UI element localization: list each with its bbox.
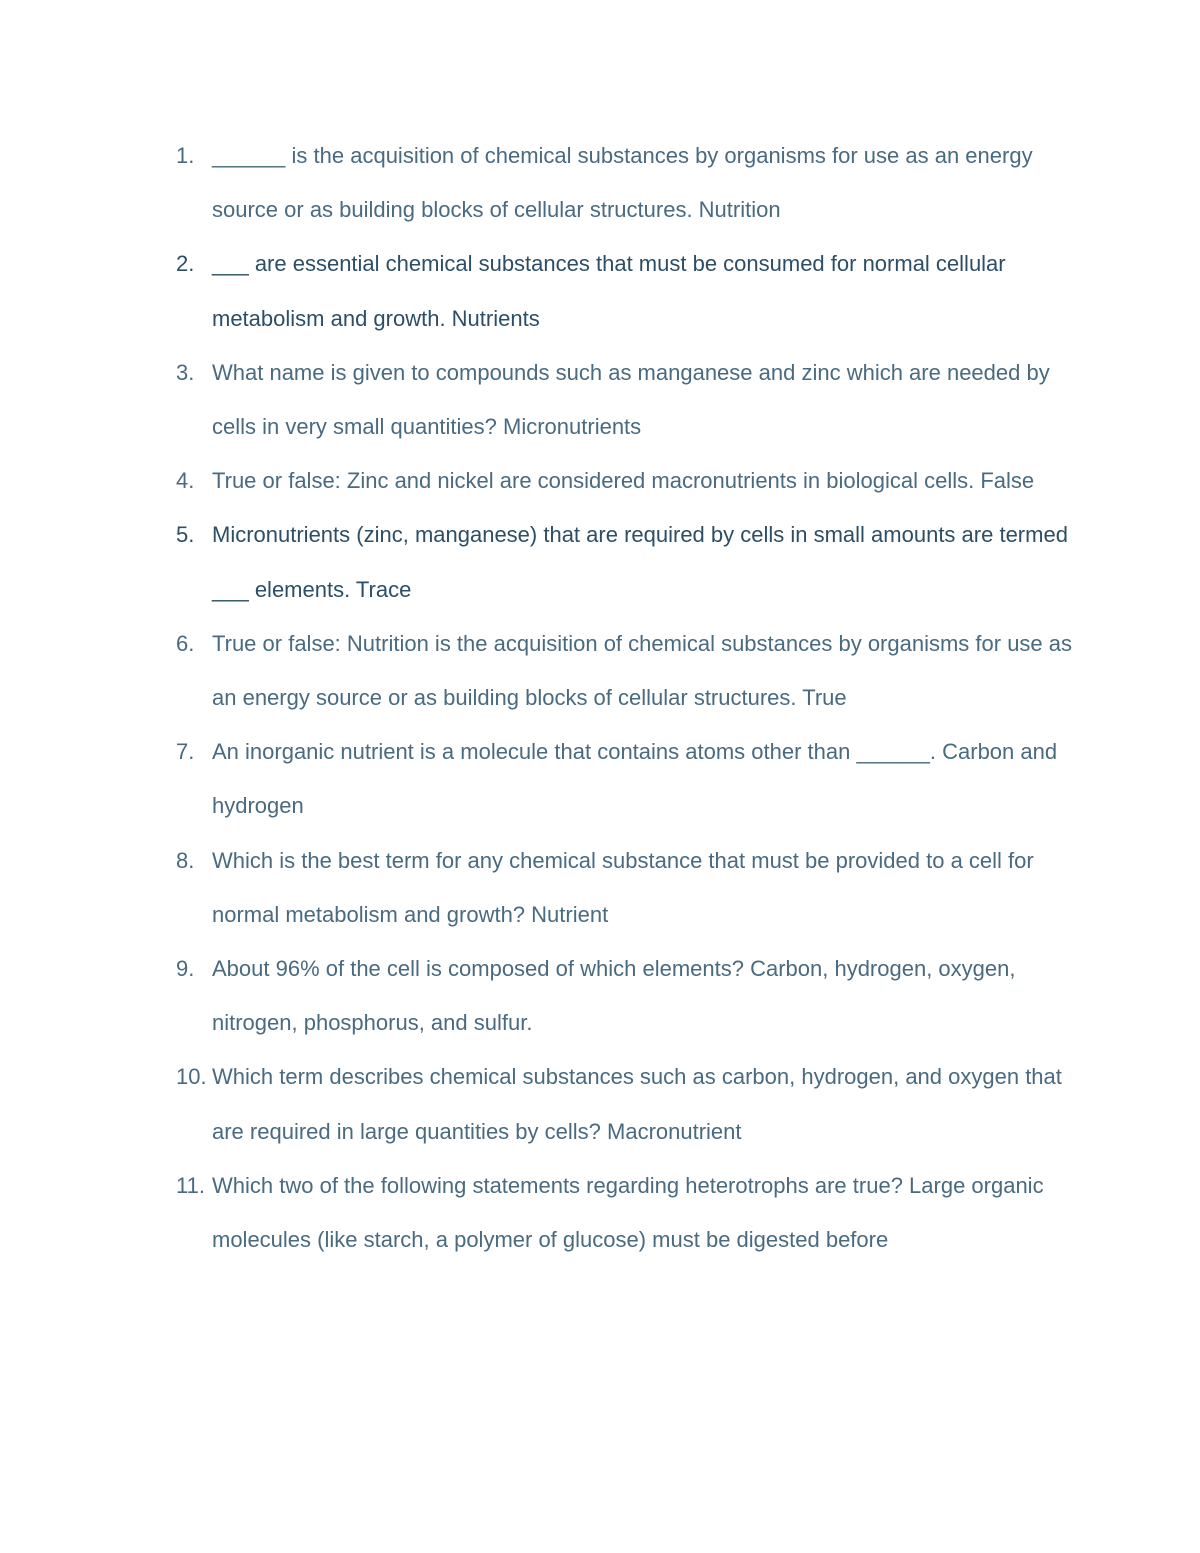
- question-text: What name is given to compounds such as manganese and zinc which are needed by cells in very small quantities? Micronutrients: [212, 359, 1050, 440]
- question-item: [176, 1050, 1076, 1158]
- question-number: 4.: [176, 468, 195, 494]
- question-item: [176, 237, 1076, 345]
- question-item: [176, 942, 1076, 1050]
- question-number: 10.: [176, 1064, 207, 1090]
- question-item: [176, 346, 1076, 454]
- question-text: True or false: Zinc and nickel are considered macronutrients in biological cells. False: [212, 468, 1035, 494]
- question-number: 5.: [176, 522, 195, 548]
- question-item: [176, 1159, 1076, 1267]
- question-number: 6.: [176, 630, 195, 656]
- question-number: 9.: [176, 956, 195, 982]
- question-text: Micronutrients (zinc, manganese) that are required by cells in small amounts are termed ___ elements. Trace: [212, 522, 1068, 602]
- question-item: [176, 508, 1076, 616]
- question-text: Which is the best term for any chemical substance that must be provided to a cell for normal metabolism and growth? Nutrient: [212, 847, 1034, 927]
- question-text: Which two of the following statements regarding heterotrophs are true? Large organic molecules (like starch, a polymer of glucose) must be digested before: [212, 1172, 1044, 1253]
- question-item: [176, 617, 1076, 725]
- question-item: [176, 725, 1076, 833]
- question-text: ______ is the acquisition of chemical substances by organisms for use as an energy source or as building blocks of cellular structures. Nutrition: [212, 143, 1033, 223]
- question-number: 2.: [176, 251, 195, 277]
- question-text: Which term describes chemical substances such as carbon, hydrogen, and oxygen that are required in large quantities by cells? Macronutrient: [212, 1064, 1062, 1144]
- question-number: 8.: [176, 847, 195, 873]
- question-item: [176, 454, 1076, 508]
- question-list: [176, 129, 1076, 1267]
- question-text: An inorganic nutrient is a molecule that contains atoms other than ______. Carbon and hydrogen: [212, 739, 1058, 819]
- question-text: About 96% of the cell is composed of which elements? Carbon, hydrogen, oxygen, nitrogen, phosphorus, and sulfur.: [212, 956, 1016, 1036]
- question-text: ___ are essential chemical substances that must be consumed for normal cellular metabolism and growth. Nutrients: [212, 251, 1006, 331]
- question-number: 11.: [176, 1172, 205, 1198]
- question-item: [176, 129, 1076, 237]
- question-number: 7.: [176, 739, 195, 765]
- question-number: 1.: [176, 143, 195, 168]
- question-number: 3.: [176, 359, 195, 385]
- question-item: [176, 834, 1076, 942]
- question-text: True or false: Nutrition is the acquisition of chemical substances by organisms for use as an energy source or as building blocks of cellular structures. True: [212, 630, 1073, 711]
